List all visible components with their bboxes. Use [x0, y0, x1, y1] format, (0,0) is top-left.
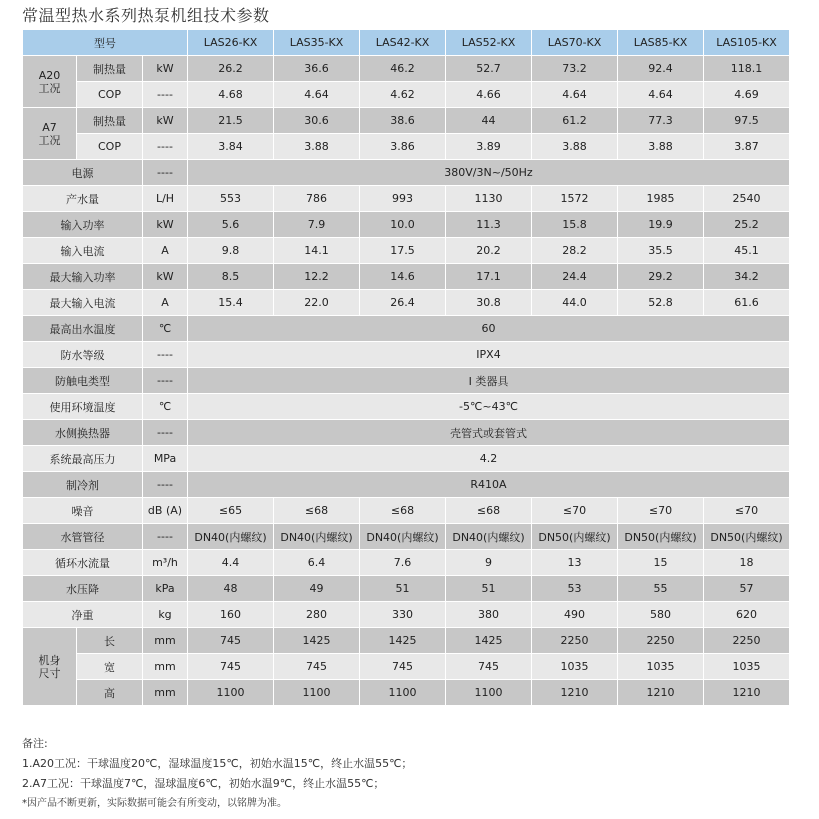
row-value: 3.89: [446, 134, 532, 160]
row-value: 3.88: [532, 134, 618, 160]
row-unit: ----: [143, 368, 188, 394]
row-value: 3.88: [618, 134, 704, 160]
page-title: 常温型热水系列热泵机组技术参数: [22, 6, 270, 25]
row-value-span: -5℃~43℃: [188, 394, 790, 420]
row-value: 19.9: [618, 212, 704, 238]
row-value: 1100: [360, 680, 446, 706]
spec-row-a20_heat: [23, 56, 790, 82]
row-value: 52.7: [446, 56, 532, 82]
model-name: LAS42-KX: [360, 30, 446, 56]
row-unit: m³/h: [143, 550, 188, 576]
spec-row-noise: [23, 498, 790, 524]
row-value: 7.9: [274, 212, 360, 238]
spec-row-pressure_drop: [23, 576, 790, 602]
row-value: 330: [360, 602, 446, 628]
row-value-span: R410A: [188, 472, 790, 498]
row-value: 2540: [704, 186, 790, 212]
row-value: 1035: [704, 654, 790, 680]
row-value: 10.0: [360, 212, 446, 238]
row-label: 防水等级: [23, 342, 143, 368]
row-value-span: 壳管式或套管式: [188, 420, 790, 446]
row-label: 净重: [23, 602, 143, 628]
header-row: [23, 30, 790, 56]
row-value: ≤68: [360, 498, 446, 524]
row-label: 循环水流量: [23, 550, 143, 576]
row-label: 制冷剂: [23, 472, 143, 498]
notes-heading: 备注:: [22, 737, 48, 750]
row-value: 1100: [446, 680, 532, 706]
row-value: 3.84: [188, 134, 274, 160]
spec-row-length: [23, 628, 790, 654]
spec-row-max_pressure: [23, 446, 790, 472]
row-value: ≤68: [446, 498, 532, 524]
row-value: 30.8: [446, 290, 532, 316]
row-value: 1210: [704, 680, 790, 706]
row-value: 34.2: [704, 264, 790, 290]
row-value: 1572: [532, 186, 618, 212]
spec-row-water_output: [23, 186, 790, 212]
row-unit: ℃: [143, 316, 188, 342]
row-value: 28.2: [532, 238, 618, 264]
row-value: 2250: [704, 628, 790, 654]
row-value: 9: [446, 550, 532, 576]
row-value: 5.6: [188, 212, 274, 238]
row-value: 3.86: [360, 134, 446, 160]
row-value: 35.5: [618, 238, 704, 264]
spec-row-input_power: [23, 212, 790, 238]
row-unit: ----: [143, 420, 188, 446]
row-value: 3.87: [704, 134, 790, 160]
row-value: 4.68: [188, 82, 274, 108]
row-value: ≤70: [618, 498, 704, 524]
group-label-a7: A7 工况: [23, 108, 77, 160]
row-value: 97.5: [704, 108, 790, 134]
row-value-span: 4.2: [188, 446, 790, 472]
row-label: 输入功率: [23, 212, 143, 238]
group-label-size: 机身 尺寸: [23, 628, 77, 706]
row-value-span: I 类器具: [188, 368, 790, 394]
row-value: DN50(内螺纹): [532, 524, 618, 550]
row-value: DN50(内螺纹): [618, 524, 704, 550]
row-value: ≤70: [532, 498, 618, 524]
row-value: 15.4: [188, 290, 274, 316]
row-value: 24.4: [532, 264, 618, 290]
row-label: 制热量: [77, 108, 143, 134]
row-value: 6.4: [274, 550, 360, 576]
row-value: 44: [446, 108, 532, 134]
row-value: 49: [274, 576, 360, 602]
row-value: 25.2: [704, 212, 790, 238]
row-value: DN50(内螺纹): [704, 524, 790, 550]
row-value: 1985: [618, 186, 704, 212]
spec-row-power_supply: [23, 160, 790, 186]
group-label-a20: A20 工况: [23, 56, 77, 108]
spec-row-pipe_diameter: [23, 524, 790, 550]
note-disclaimer: *因产品不断更新，实际数据可能会有所变动，以铭牌为准。: [22, 798, 287, 809]
row-value: 4.62: [360, 82, 446, 108]
row-value: 1130: [446, 186, 532, 212]
row-unit: kg: [143, 602, 188, 628]
row-value: 61.6: [704, 290, 790, 316]
row-value: 580: [618, 602, 704, 628]
spec-row-input_current: [23, 238, 790, 264]
row-value: 745: [274, 654, 360, 680]
row-value: 8.5: [188, 264, 274, 290]
row-label: 系统最高压力: [23, 446, 143, 472]
row-label: 输入电流: [23, 238, 143, 264]
row-value: 29.2: [618, 264, 704, 290]
row-unit: mm: [143, 654, 188, 680]
model-name: LAS35-KX: [274, 30, 360, 56]
row-value: ≤70: [704, 498, 790, 524]
model-name: LAS70-KX: [532, 30, 618, 56]
row-value: 61.2: [532, 108, 618, 134]
row-value: 26.2: [188, 56, 274, 82]
note-a20: 1.A20工况：干球温度20℃，湿球温度15℃，初始水温15℃，终止水温55℃；: [22, 757, 413, 770]
row-value-span: 60: [188, 316, 790, 342]
spec-row-max_input_power: [23, 264, 790, 290]
row-value: ≤68: [274, 498, 360, 524]
row-value: 11.3: [446, 212, 532, 238]
row-value: 7.6: [360, 550, 446, 576]
spec-row-max_water_temp: [23, 316, 790, 342]
row-unit: mm: [143, 680, 188, 706]
spec-row-flow_rate: [23, 550, 790, 576]
row-value-span: 380V/3N~/50Hz: [188, 160, 790, 186]
header-label: 型号: [23, 30, 188, 56]
row-unit: kW: [143, 56, 188, 82]
spec-row-shock_type: [23, 368, 790, 394]
row-value: DN40(内螺纹): [188, 524, 274, 550]
row-label: 产水量: [23, 186, 143, 212]
row-value: 15: [618, 550, 704, 576]
row-value: 4.64: [532, 82, 618, 108]
row-value: 36.6: [274, 56, 360, 82]
row-value: 4.64: [618, 82, 704, 108]
row-value: 1425: [360, 628, 446, 654]
row-value: 1425: [446, 628, 532, 654]
row-value: 620: [704, 602, 790, 628]
row-value: ≤65: [188, 498, 274, 524]
row-unit: kPa: [143, 576, 188, 602]
row-value: 745: [188, 654, 274, 680]
row-unit: ----: [143, 82, 188, 108]
spec-row-ambient_temp: [23, 394, 790, 420]
row-value: 160: [188, 602, 274, 628]
spec-row-height: [23, 680, 790, 706]
row-value: DN40(内螺纹): [274, 524, 360, 550]
row-unit: kW: [143, 264, 188, 290]
row-unit: L/H: [143, 186, 188, 212]
row-label: 最大输入功率: [23, 264, 143, 290]
row-value: 14.1: [274, 238, 360, 264]
row-value: 745: [360, 654, 446, 680]
spec-row-water_exchanger: [23, 420, 790, 446]
spec-row-refrigerant: [23, 472, 790, 498]
row-value: 4.69: [704, 82, 790, 108]
row-value: 1210: [618, 680, 704, 706]
row-value: 51: [446, 576, 532, 602]
spec-row-a7_heat: [23, 108, 790, 134]
row-unit: ----: [143, 472, 188, 498]
row-value: 48: [188, 576, 274, 602]
notes: [22, 734, 412, 814]
row-value: 280: [274, 602, 360, 628]
row-value: 1100: [188, 680, 274, 706]
row-value: DN40(内螺纹): [360, 524, 446, 550]
row-label: 长: [77, 628, 143, 654]
row-value: 20.2: [446, 238, 532, 264]
row-label: 高: [77, 680, 143, 706]
row-label: 水侧换热器: [23, 420, 143, 446]
model-name: LAS26-KX: [188, 30, 274, 56]
row-label: 最高出水温度: [23, 316, 143, 342]
row-value: 51: [360, 576, 446, 602]
row-value: 73.2: [532, 56, 618, 82]
row-value: 1035: [532, 654, 618, 680]
row-value: 22.0: [274, 290, 360, 316]
row-unit: ----: [143, 160, 188, 186]
row-label: 使用环境温度: [23, 394, 143, 420]
row-label: 最大输入电流: [23, 290, 143, 316]
row-label: 水压降: [23, 576, 143, 602]
row-unit: ℃: [143, 394, 188, 420]
row-value: 12.2: [274, 264, 360, 290]
row-unit: kW: [143, 212, 188, 238]
row-value: 3.88: [274, 134, 360, 160]
row-value: 553: [188, 186, 274, 212]
row-label: 噪音: [23, 498, 143, 524]
row-value: 4.66: [446, 82, 532, 108]
row-value: 1035: [618, 654, 704, 680]
row-value-span: IPX4: [188, 342, 790, 368]
row-label: COP: [77, 82, 143, 108]
row-value: 46.2: [360, 56, 446, 82]
row-unit: A: [143, 290, 188, 316]
row-value: 57: [704, 576, 790, 602]
row-value: 92.4: [618, 56, 704, 82]
row-value: 15.8: [532, 212, 618, 238]
row-unit: A: [143, 238, 188, 264]
row-value: 26.4: [360, 290, 446, 316]
row-value: 38.6: [360, 108, 446, 134]
spec-row-a20_cop: [23, 82, 790, 108]
row-unit: ----: [143, 524, 188, 550]
row-value: 77.3: [618, 108, 704, 134]
row-value: 17.5: [360, 238, 446, 264]
spec-row-max_input_current: [23, 290, 790, 316]
row-value: 52.8: [618, 290, 704, 316]
row-unit: MPa: [143, 446, 188, 472]
row-value: 45.1: [704, 238, 790, 264]
spec-row-a7_cop: [23, 134, 790, 160]
row-value: 490: [532, 602, 618, 628]
row-value: 786: [274, 186, 360, 212]
row-value: 4.4: [188, 550, 274, 576]
row-label: 水管管径: [23, 524, 143, 550]
row-value: 993: [360, 186, 446, 212]
row-label: 电源: [23, 160, 143, 186]
row-unit: mm: [143, 628, 188, 654]
row-value: DN40(内螺纹): [446, 524, 532, 550]
row-value: 30.6: [274, 108, 360, 134]
row-unit: ----: [143, 134, 188, 160]
row-value: 18: [704, 550, 790, 576]
spec-row-waterproof: [23, 342, 790, 368]
note-a7: 2.A7工况：干球温度7℃，湿球温度6℃，初始水温9℃，终止水温55℃；: [22, 777, 385, 790]
model-name: LAS85-KX: [618, 30, 704, 56]
model-name: LAS52-KX: [446, 30, 532, 56]
row-value: 2250: [532, 628, 618, 654]
spec-row-net_weight: [23, 602, 790, 628]
row-unit: kW: [143, 108, 188, 134]
row-unit: dB (A): [143, 498, 188, 524]
row-label: 制热量: [77, 56, 143, 82]
row-value: 118.1: [704, 56, 790, 82]
row-value: 44.0: [532, 290, 618, 316]
row-value: 53: [532, 576, 618, 602]
row-value: 1100: [274, 680, 360, 706]
row-value: 14.6: [360, 264, 446, 290]
row-value: 13: [532, 550, 618, 576]
row-label: COP: [77, 134, 143, 160]
row-value: 4.64: [274, 82, 360, 108]
row-value: 745: [188, 628, 274, 654]
row-value: 17.1: [446, 264, 532, 290]
row-value: 1425: [274, 628, 360, 654]
row-label: 防触电类型: [23, 368, 143, 394]
row-value: 1210: [532, 680, 618, 706]
row-label: 宽: [77, 654, 143, 680]
row-value: 745: [446, 654, 532, 680]
row-value: 2250: [618, 628, 704, 654]
row-value: 21.5: [188, 108, 274, 134]
row-value: 55: [618, 576, 704, 602]
spec-table: [22, 29, 790, 706]
row-value: 9.8: [188, 238, 274, 264]
row-unit: ----: [143, 342, 188, 368]
spec-row-width: [23, 654, 790, 680]
row-value: 380: [446, 602, 532, 628]
model-name: LAS105-KX: [704, 30, 790, 56]
